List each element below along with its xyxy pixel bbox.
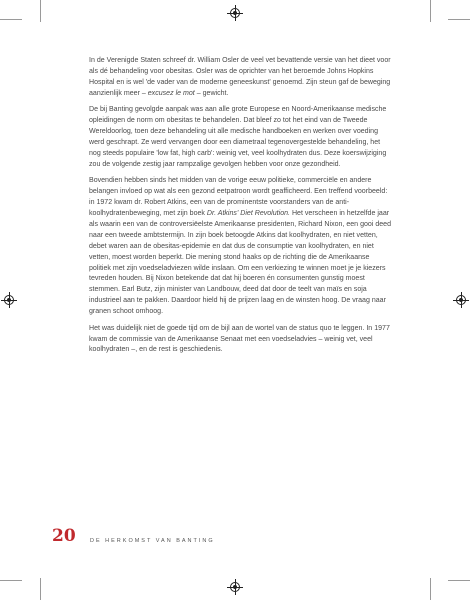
crop-mark [40,578,41,600]
paragraph [89,176,393,318]
paragraph-text: De bij Banting gevolgde aanpak was aan alle grote Europese en Noord-Amerikaanse medische opleidingen de norm om obesitas te behandelen. Dat bleef zo tot het eind van de Tweede Wereldoorlog, toen deze behandeling uit alle medische handboeken en werken over voeding werd geschrapt. Ze werd vervangen door een diametraal tegenovergestelde behandeling, het nog steeds populaire 'low fat, high carb': weinig vet, veel koolhydraten dus. Deze koerswijziging zou de volgende zestig jaar rampzalige gevolgen hebben voor onze gezondheid. [89,106,387,168]
registration-mark-icon [230,582,240,592]
paragraph-text: Het verscheen in hetzelfde jaar als waarin een van de controversiëelste Amerikaanse presidenten, Richard Nixon, een gooi deed naar een tweede ambtstermijn. In zijn boek betoogde Atkins dat koolhydraten, en niet vetten, debet waren aan de obesitas-epidemie en dat dus de consumptie van koolhydraten, en niet vetten, moest worden beperkt. Die mening stond haaks op de richting die de Amerikaanse politiek met zijn voedseladviezen wilde inslaan. Om een verkiezing te winnen moet je je kiezers tevreden houden. Bij Nixon betekende dat dat hij boeren én consumenten gunstig moest stemmen. Earl Butz, zijn minister van Landbouw, deed dat door de teelt van maïs en soja industrieel aan te pakken. Daardoor hield hij de prijzen laag en de winsten hoog. De vraag naar granen schoot omhoog. [89,209,392,316]
registration-mark-icon [4,295,14,305]
paragraph-text: – gewicht. [194,89,229,97]
crop-mark [430,0,431,22]
paragraph-text: In de Verenigde Staten schreef dr. William Osler de veel vet bevattende versie van het dieet voor als dé behandeling voor obesitas. Osler was de oprichter van het beroemde Johns Hopkins Hospital en is wel 'de vader van de moderne geneeskunst' genoemd. Zijn steun gaf de beweging aanzienlijk meer – [89,57,391,97]
crop-mark [0,19,22,20]
registration-mark-icon [456,295,466,305]
paragraph [89,105,393,170]
running-head: DE HERKOMST VAN BANTING [90,538,215,544]
body-text [89,56,393,362]
page-number: 20 [52,526,76,546]
paragraph-text: Het was duidelijk niet de goede tijd om de bijl aan de wortel van de status quo te leggen. In 1977 kwam de commissie van de Amerikaanse Senaat met een voedseladvies – weinig vet, veel koolhydraten –, en de rest is geschiedenis. [89,324,390,354]
crop-mark [430,578,431,600]
crop-mark [40,0,41,22]
paragraph [89,56,393,100]
crop-mark [448,580,470,581]
italic-text: Dr. Atkins' Diet Revolution. [206,209,290,217]
crop-mark [448,19,470,20]
registration-mark-icon [230,8,240,18]
italic-text: excusez le mot [147,89,195,97]
crop-mark [0,580,22,581]
paragraph-text: Bovendien hebben sinds het midden van de vorige eeuw politieke, commerciële en andere belangen invloed op wat als een gezond eetpatroon wordt geafficheerd. Een treffend voorbeeld: in 1972 kwam dr. Robert Atkins, een van de prominentste voorstanders van de anti-koolhydratenbeweging, met zijn boek [89,177,388,217]
paragraph [89,324,393,357]
